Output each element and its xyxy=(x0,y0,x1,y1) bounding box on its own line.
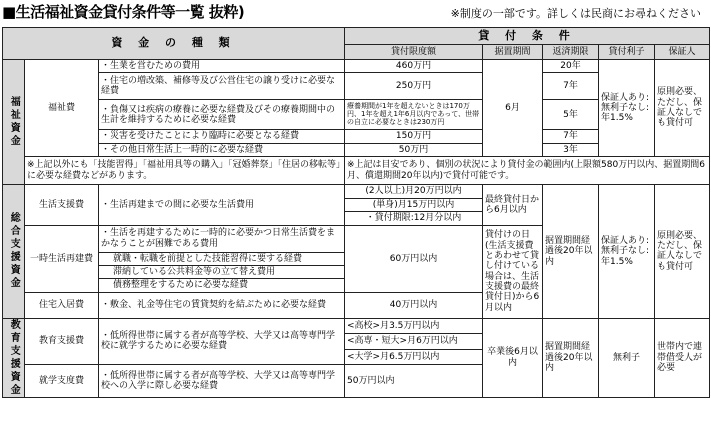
disclaimer-note: ※制度の一部です。詳しくは民商にお尋ねください xyxy=(450,7,701,20)
welfare-interest: 保証人あり:無利子なし:年1.5% xyxy=(599,60,655,157)
repay-header: 返済期限 xyxy=(543,45,599,60)
enroll-fund-name: 就学支度費 xyxy=(25,365,99,398)
welfare-purpose: ・住宅の増改築、補修等及び公営住宅の譲り受けに必要な経費 xyxy=(99,73,345,100)
welfare-limit: 150万円 xyxy=(345,130,483,143)
housing-purpose: ・敷金、礼金等住宅の賃貸契約を結ぶために必要な経費 xyxy=(99,292,345,318)
welfare-note-right: ※上記は目安であり、個別の状況により貸付金の範囲内(上限額580万円以内、据置期間6月、償還期間20年以内)で貸付可能です。 xyxy=(345,157,710,185)
enroll-purpose: ・低所得世帯に属する者が高等学校、大学又は高等専門学校への入学に際し必要な経費 xyxy=(99,365,345,398)
welfare-purpose: ・生業を営むための費用 xyxy=(99,60,345,73)
temp-purpose: ・生活を再建するために一時的に必要かつ日常生活費をまかなうことが困難である費用 xyxy=(99,225,345,252)
welfare-limit: 250万円 xyxy=(345,73,483,100)
conditions-header: 貸 付 条 件 xyxy=(345,28,710,45)
temp-fund-name: 一時生活再建費 xyxy=(25,225,99,292)
temp-grace: 貸付けの日(生活支援費とあわせて貸し付けている場合は、生活支援費の最終貸付日)から6月以内 xyxy=(483,225,543,318)
housing-limit: 40万円以内 xyxy=(345,292,483,318)
living-purpose: ・生活再建までの間に必要な生活費用 xyxy=(99,185,345,226)
temp-limit: 60万円以内 xyxy=(345,225,483,292)
welfare-repay: 5年 xyxy=(543,100,599,130)
edu-repay: 据置期間経過後20年以内 xyxy=(543,318,599,397)
welfare-category: 福祉資金 xyxy=(3,60,25,185)
living-grace: 最終貸付日から6月以内 xyxy=(483,185,543,226)
edu-purpose: ・低所得世帯に属する者が高等学校、大学又は高等専門学校に就学するために必要な経費 xyxy=(99,318,345,364)
welfare-limit: 460万円 xyxy=(345,60,483,73)
living-limit: (2人以上)月20万円以内 xyxy=(345,185,483,199)
welfare-grace: 6月 xyxy=(483,60,543,157)
limit-header: 貸付限度額 xyxy=(345,45,483,60)
enroll-limit: 50万円以内 xyxy=(345,365,483,398)
edu-grace: 卒業後6月以内 xyxy=(483,318,543,397)
support-category: 総合支援資金 xyxy=(3,185,25,319)
living-limit: ・貸付期限:12月分以内 xyxy=(345,212,483,225)
edu-interest: 無利子 xyxy=(599,318,655,397)
welfare-guarantor: 原則必要、ただし、保証人なしでも貸付可 xyxy=(655,60,710,157)
education-category: 教育支援資金 xyxy=(3,318,25,397)
grace-header: 据置期間 xyxy=(483,45,543,60)
welfare-purpose: ・その他日常生活上一時的に必要な経費 xyxy=(99,143,345,156)
page-title: ■生活福祉資金貸付条件等一覧 抜粋) xyxy=(2,3,245,21)
welfare-repay: 7年 xyxy=(543,73,599,100)
edu-fund-name: 教育支援費 xyxy=(25,318,99,364)
edu-limit: <大学>月6.5万円以内 xyxy=(345,349,483,364)
welfare-fund-name: 福祉費 xyxy=(25,60,99,157)
guarantor-header: 保証人 xyxy=(655,45,710,60)
edu-limit: <高専・短大>月6万円以内 xyxy=(345,334,483,349)
support-guarantor: 原則必要、ただし、保証人なしでも貸付可 xyxy=(655,185,710,319)
welfare-repay: 3年 xyxy=(543,143,599,156)
living-fund-name: 生活支援費 xyxy=(25,185,99,226)
welfare-repay: 20年 xyxy=(543,60,599,73)
support-interest: 保証人あり:無利子なし:年1.5% xyxy=(599,185,655,319)
welfare-note-left: ※上記以外にも「技能習得」「福祉用具等の購入」「冠婚葬祭」「住居の移転等」に必要な経費などがあります。 xyxy=(25,157,345,185)
welfare-purpose: ・負傷又は疾病の療養に必要な経費及びその療養期間中の生計を維持するために必要な経費 xyxy=(99,100,345,130)
temp-example: 滞納している公共料金等の立て替え費用 xyxy=(99,266,345,279)
welfare-repay: 7年 xyxy=(543,130,599,143)
loan-conditions-table xyxy=(2,27,710,398)
housing-fund-name: 住宅入居費 xyxy=(25,292,99,318)
edu-guarantor: 世帯内で連帯借受人が必要 xyxy=(655,318,710,397)
temp-example: 債務整理をするために必要な経費 xyxy=(99,279,345,292)
temp-example: 就職・転職を前提とした技能習得に要する経費 xyxy=(99,252,345,265)
welfare-limit: 50万円 xyxy=(345,143,483,156)
welfare-limit: 療養期間が1年を超えないときは170万円、1年を超え1年6月以内であって、世帯の自立に必要なときは230万円 xyxy=(345,100,483,130)
fund-type-header: 資 金 の 種 類 xyxy=(3,28,345,60)
support-repay: 据置期間経過後20年以内 xyxy=(543,185,599,319)
living-limit: (単身)月15万円以内 xyxy=(345,199,483,212)
edu-limit: <高校>月3.5万円以内 xyxy=(345,318,483,333)
welfare-purpose: ・災害を受けたことにより臨時に必要となる経費 xyxy=(99,130,345,143)
interest-header: 貸付利子 xyxy=(599,45,655,60)
